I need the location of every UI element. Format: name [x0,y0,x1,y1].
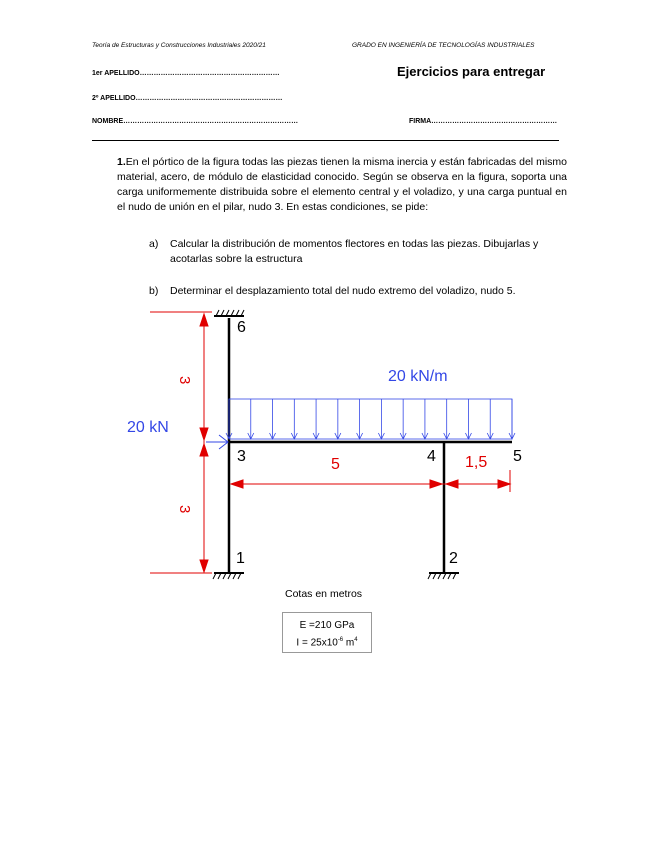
vertical-dimension [150,312,212,573]
item-b-marker: b) [149,285,159,297]
problem-text: En el pórtico de la figura todas las piezas tienen la misma inercia y están fabricadas del mismo material, acero, de módulo de elasticidad conocido. Según se observa en la figura, soporta una carga uniformemente distribuida sobre el elemento central y el voladizo, y una carga puntual en el nudo de unión en el pilar, nudo 3. En estas condiciones, se pide: [117,156,567,213]
point-load-arrow [206,435,228,449]
support-2 [428,573,459,579]
dim-lower-label: 3 [176,505,193,514]
units-note: Cotas en metros [285,588,363,600]
distributed-load [226,399,515,439]
dim-upper-label: 3 [176,376,193,385]
degree-title: GRADO EN INGENIERÍA DE TECNOLOGÍAS INDUSTRIALES [352,42,535,49]
second-surname-field[interactable]: 2º APELLIDO……………………………………………………… [92,95,283,102]
node-6-label: 6 [237,319,246,336]
node-4-label: 4 [427,448,436,465]
point-load-label: 20 kN [127,419,169,436]
course-title: Teoría de Estructuras y Construcciones Industriales 2020/21 [92,42,266,49]
name-field[interactable]: NOMBRE………………………………………………………………… [92,118,299,125]
support-6 [214,310,244,316]
dim-cantilever-label: 1,5 [465,454,488,471]
node-5-label: 5 [513,448,522,465]
item-b-text: Determinar el desplazamiento total del nudo extremo del voladizo, nudo 5. [170,285,516,297]
first-surname-field[interactable]: 1er APELLIDO…………………………………………………… [92,70,280,77]
item-a-text: Calcular la distribución de momentos flectores en todas las piezas. Dibujarlas y acotarlas sobre la estructura [170,238,539,265]
problem-number: 1. [117,156,126,168]
node-3-label: 3 [237,448,246,465]
signature-field[interactable]: FIRMA……………………………………………… [409,118,558,125]
material-properties-box [282,612,372,653]
distributed-load-label: 20 kN/m [388,368,448,385]
node-2-label: 2 [449,550,458,567]
item-a-marker: a) [149,238,159,250]
horizontal-dimension [231,470,510,492]
inertia: $I = 25x10^{-6}$ $m^4$ [296,637,358,649]
page-title: Ejercicios para entregar [397,64,546,79]
dim-span-label: 5 [331,456,340,473]
elastic-modulus: E =210 GPa [299,620,355,631]
support-1 [213,573,244,579]
node-1-label: 1 [236,550,245,567]
